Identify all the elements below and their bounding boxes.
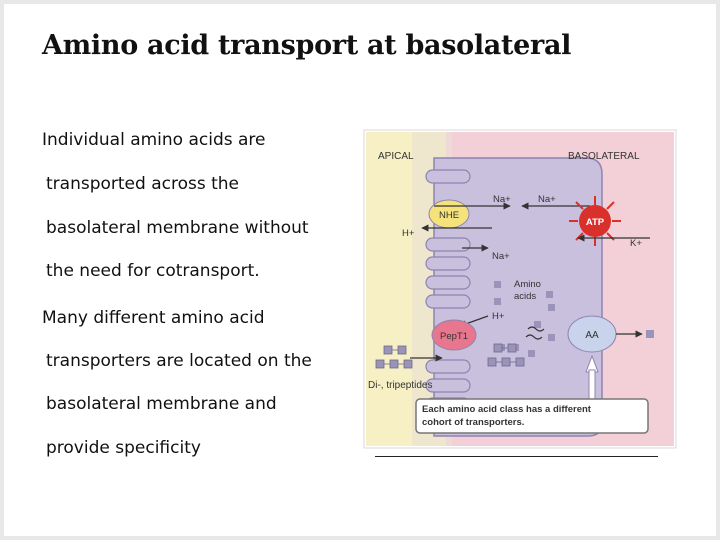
bullet-line: basolateral membrane without xyxy=(46,218,309,238)
amino-acids-label: Amino xyxy=(514,279,541,290)
transport-diagram xyxy=(352,118,685,466)
diagram-svg xyxy=(352,118,685,466)
bullet-line: Many different amino acid xyxy=(42,308,265,328)
nhe-label: NHE xyxy=(438,210,460,221)
bullet-line: provide specificity xyxy=(46,438,201,458)
h-left-label: H+ xyxy=(402,228,415,239)
callout-line2: cohort of transporters. xyxy=(422,417,525,428)
h-pept-label: H+ xyxy=(492,311,505,322)
bullet-line: transported across the xyxy=(46,174,240,194)
basolateral-label: BASOLATERAL xyxy=(568,151,640,162)
bullet-line: transporters are located on the xyxy=(46,351,312,371)
callout-line1: Each amino acid class has a different xyxy=(422,404,591,415)
k-label: K+ xyxy=(630,238,642,249)
peptides-label: Di-, tripeptides xyxy=(368,380,433,391)
apical-label: APICAL xyxy=(378,151,414,162)
pept1-label: PepT1 xyxy=(440,331,468,342)
slide-title: Amino acid transport at basolateral xyxy=(42,30,572,61)
callout-arrow-shaft xyxy=(589,370,595,400)
bullet-line: Individual amino acids are xyxy=(42,130,266,150)
amino-acid-square-out xyxy=(646,330,654,338)
atp-label: ATP xyxy=(585,217,605,228)
na-top-label: Na+ xyxy=(493,194,511,205)
aa-label: AA xyxy=(585,330,599,341)
figure-rule xyxy=(375,456,658,457)
na-right-label: Na+ xyxy=(538,194,556,205)
na-mid-label: Na+ xyxy=(492,251,510,262)
bullet-line: the need for cotransport. xyxy=(46,261,260,281)
bullet-line: basolateral membrane and xyxy=(46,394,277,414)
amino-acids-label: acids xyxy=(514,291,537,302)
